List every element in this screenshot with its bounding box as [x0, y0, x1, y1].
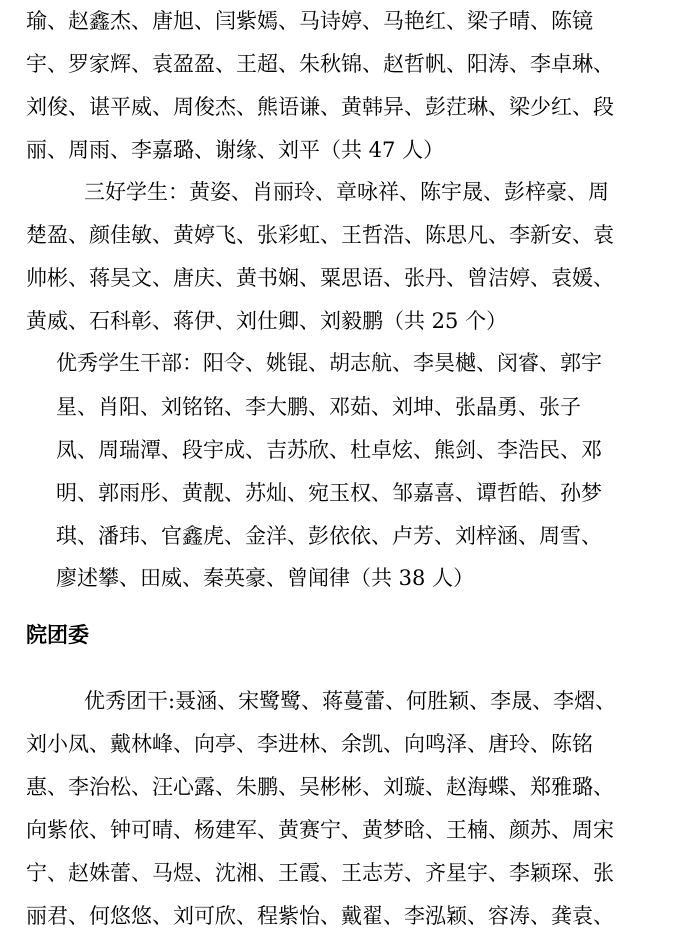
- text-line: 凤、周瑞潭、段宇成、吉苏欣、杜卓炫、熊剑、李浩民、邓: [56, 438, 602, 462]
- text-line: 丽、周雨、李嘉璐、谢缘、刘平（共 47 人）: [26, 138, 445, 162]
- text-line: 廖述攀、田威、秦英豪、曾闻律（共 38 人）: [56, 566, 475, 590]
- text-line: 刘小凤、戴林峰、向亭、李进林、余凯、向鸣泽、唐玲、陈铭: [26, 732, 593, 756]
- text-line: 刘俊、谌平威、周俊杰、熊语谦、黄韩异、彭茳琳、梁少红、段: [26, 95, 614, 119]
- text-line: 黄威、石科彰、蒋伊、刘仕卿、刘毅鹏（共 25 个）: [26, 309, 508, 333]
- text-line: 楚盈、颜佳敏、黄婷飞、张彩虹、王哲浩、陈思凡、李新安、袁: [26, 223, 614, 247]
- text-line: 宁、赵姝蕾、马煜、沈湘、王霞、王志芳、齐星宇、李颖琛、张: [26, 861, 614, 885]
- award-paragraph-start: 优秀团干:聂涵、宋鹭鹭、蒋蔓蕾、何胜颖、李晟、李熠、: [84, 689, 617, 713]
- section-heading: 院团委: [26, 623, 89, 647]
- text-line: 琪、潘玮、官鑫虎、金洋、彭依依、卢芳、刘梓涵、周雪、: [56, 524, 602, 548]
- text-line: 星、肖阳、刘铭铭、李大鹏、邓茹、刘坤、张晶勇、张子: [56, 395, 581, 419]
- text-line: 宇、罗家辉、袁盈盈、王超、朱秋锦、赵哲帆、阳涛、李卓琳、: [26, 52, 614, 76]
- text-line: 向紫依、钟可晴、杨建军、黄赛宁、黄梦晗、王楠、颜苏、周宋: [26, 818, 614, 842]
- text-line: 瑜、赵鑫杰、唐旭、闫紫嫣、马诗婷、马艳红、梁子晴、陈镜: [26, 9, 593, 33]
- award-paragraph-start: 优秀学生干部：阳令、姚锟、胡志航、李昊樾、闵睿、郭宇: [56, 351, 602, 375]
- award-paragraph-start: 三好学生：黄姿、肖丽玲、章咏祥、陈宇晟、彭梓豪、周: [84, 180, 609, 204]
- text-line: 丽君、何悠悠、刘可欣、程紫怡、戴翟、李泓颖、容涛、龚袁、: [26, 904, 614, 928]
- text-line: 惠、李治松、汪心露、朱鹏、吴彬彬、刘璇、赵海蝶、郑雅璐、: [26, 775, 614, 799]
- text-line: 明、郭雨彤、黄靓、苏灿、宛玉权、邹嘉喜、谭哲皓、孙梦: [56, 481, 602, 505]
- text-line: 帅彬、蒋昊文、唐庆、黄书娴、粟思语、张丹、曾洁婷、袁媛、: [26, 266, 614, 290]
